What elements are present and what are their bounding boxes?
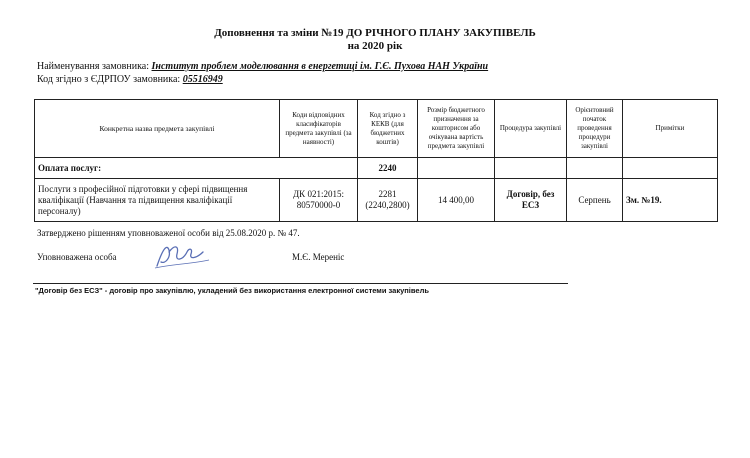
table-header-row [35, 100, 718, 158]
footnote: "Договір без ЕСЗ" - договір про закупівлю, укладений без використання електронної системи закупівель [35, 286, 429, 295]
header-codes: Коди відповідних класифікаторів предмета закупівлі (за наявності) [280, 100, 358, 158]
edrpou-line [37, 74, 223, 85]
header-item-name: Конкретна назва предмета закупівлі [35, 100, 280, 158]
approval-text: Затверджено рішенням уповноваженої особи від 25.08.2020 р. № 47. [37, 228, 300, 238]
item-start: Серпень [567, 179, 623, 222]
edrpou-label: Код згідно з ЄДРПОУ замовника: [37, 74, 181, 85]
authorized-person-name: М.Є. Мереніс [292, 252, 345, 262]
footnote-divider [33, 283, 568, 284]
item-note: Зм. №19. [623, 179, 718, 222]
section-kekv: 2240 [358, 158, 418, 179]
table-row [35, 179, 718, 222]
header-start: Орієнтовний початок проведення процедури закупівлі [567, 100, 623, 158]
item-name: Послуги з професійної підготовки у сфері підвищення кваліфікації (Навчання та підвищення кваліфікації персоналу) [35, 179, 280, 222]
header-notes: Примітки [623, 100, 718, 158]
header-kekv: Код згідно з КЕКВ (для бюджетних коштів) [358, 100, 418, 158]
item-codes: ДК 021:2015: 80570000-0 [280, 179, 358, 222]
customer-label: Найменування замовника: [37, 61, 150, 72]
signature [153, 240, 213, 272]
document-subtitle: на 2020 рік [347, 40, 403, 52]
section-name: Оплата послуг: [35, 158, 358, 179]
item-procedure: Договір, без ЕСЗ [495, 179, 567, 222]
header-amount: Розмір бюджетного призначення за кошторисом або очікувана вартість предмета закупівлі [418, 100, 495, 158]
authorized-person-label: Уповноважена особа [37, 252, 117, 262]
section-row [35, 158, 718, 179]
edrpou-value: 05516949 [182, 74, 223, 85]
customer-line [37, 61, 488, 72]
customer-value: Інститут проблем моделювання в енергетиці ім. Г.Є. Пухова НАН України [151, 61, 489, 72]
item-kekv: 2281 (2240,2800) [358, 179, 418, 222]
document-title: Доповнення та зміни №19 ДО РІЧНОГО ПЛАНУ ЗАКУПІВЕЛЬ [214, 27, 536, 39]
item-amount: 14 400,00 [418, 179, 495, 222]
procurement-table [34, 99, 718, 222]
header-procedure: Процедура закупівлі [495, 100, 567, 158]
